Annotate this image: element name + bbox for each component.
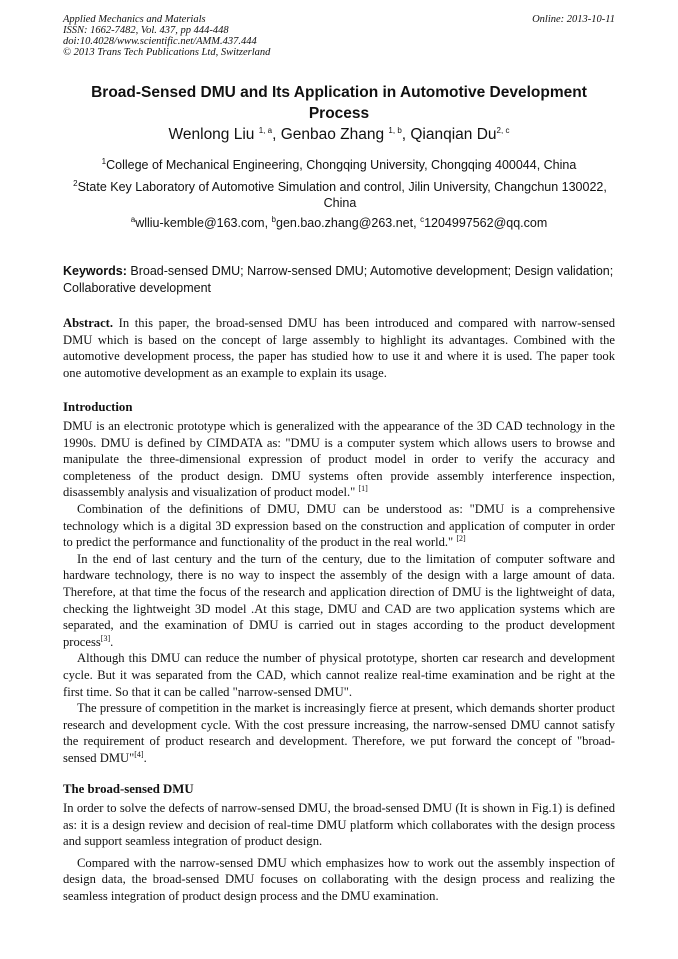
paragraph: In order to solve the defects of narrow-sensed DMU, the broad-sensed DMU (It is shown in Fig.1) is defined as: it is a design review and decision of real-time DMU platform which collaborates with the design process and support seamless integration of product design.: [63, 801, 615, 849]
paragraph-text: The pressure of competition in the market is increasingly fierce at present, which demands shorter product research and development cycle. With the cost pressure increasing, the narrow-sensed DMU cannot satisfy the requirement of product research and development. Therefore, we put forward the concept of "broad-sensed DMU": [63, 701, 615, 765]
section-heading: The broad-sensed DMU: [63, 782, 194, 796]
keywords-text: Broad-sensed DMU; Narrow-sensed DMU; Automotive development; Design validation; Collaborative development: [63, 264, 614, 295]
section-heading: Introduction: [63, 400, 133, 414]
email-sup: b: [271, 214, 276, 224]
author-sup: 1, b: [388, 125, 402, 135]
journal-name: Applied Mechanics and Materials: [63, 14, 206, 25]
aff-sup: 1: [101, 156, 107, 166]
abstract-label: Abstract.: [63, 316, 114, 330]
paragraph: [63, 700, 615, 766]
aff-text: State Key Laboratory of Automotive Simulation and control, Jilin University, Changchun 130022, China: [77, 180, 607, 210]
paragraph: [63, 501, 615, 551]
author-sup: 2, c: [496, 125, 510, 135]
paragraph: Although this DMU can reduce the number of physical prototype, shorten car research and development cycle. But it was separated from the CAD, which cannot realize real-time examination and be right at the first time. So that it can be called "narrow-sensed DMU".: [63, 651, 615, 699]
copyright: © 2013 Trans Tech Publications Ltd, Switzerland: [63, 47, 271, 58]
citation: [3]: [100, 633, 111, 643]
paper-title: Broad-Sensed DMU and Its Application in Automotive Development Process: [91, 84, 587, 122]
paragraph-text: Combination of the definitions of DMU, DMU can be understood as: "DMU is a comprehensive technology which is a digital 3D expression based on the construction and application of computer in order to predict the performance and functionality of the product in the real world.": [63, 501, 615, 550]
doi: doi:10.4028/www.scientific.net/AMM.437.444: [63, 36, 257, 47]
paragraph-text: .: [143, 750, 147, 765]
authors: [63, 126, 615, 144]
paragraph-text: DMU is an electronic prototype which is generalized with the appearance of the 3D CAD technology in the 1990s. DMU is defined by CIMDATA as: "DMU is a computer system which allows users to browse and manipulate the three-dimensional expression of product model in order to verify the accuracy and completeness of the product design. DMU systems often provide assembly interference inspection, disassembly analysis and visualization of product model.": [63, 419, 615, 500]
paragraph: [63, 418, 615, 501]
aff-text: College of Mechanical Engineering, Chongqing University, Chongqing 400044, China: [106, 158, 577, 172]
author-name: , Qianqian Du: [401, 126, 497, 143]
paragraph-text: .: [110, 634, 114, 649]
abstract: [63, 315, 615, 381]
keywords-label: Keywords:: [63, 264, 127, 278]
aff-sup: 2: [73, 178, 78, 188]
issn: ISSN: 1662-7482, Vol. 437, pp 444-448: [63, 25, 229, 36]
paragraph: [63, 551, 615, 651]
online-date: Online: 2013-10-11: [532, 14, 615, 25]
abstract-text: In this paper, the broad-sensed DMU has been introduced and compared with narrow-sensed DMU which is based on the concept of large assembly to highlight its advantages. Combined with the automotive development process, the paper has studied how to use it and where it is used. The paper took one automotive development as an example to explain its usage.: [63, 316, 615, 380]
email-sup: a: [130, 214, 136, 224]
author-name: , Genbao Zhang: [272, 126, 389, 143]
citation: [2]: [456, 533, 466, 543]
paragraph-text: In the end of last century and the turn of the century, due to the limitation of computer software and hardware technology, there is no way to inspect the assembly of the design with a large amount of data. Therefore, at that time the focus of the research and application direction of DMU is the lightweight of data, checking the lightweight 3D model .At this stage, DMU and CAD are two application systems which are separated, and the examination of DMU is carried out in stages according to the product development process: [63, 551, 615, 649]
keywords: [63, 263, 615, 296]
citation: [1]: [358, 484, 368, 494]
email: 1204997562@qq.com: [424, 216, 548, 230]
affiliation-1: [63, 157, 615, 173]
email: gen.bao.zhang@263.net,: [276, 216, 421, 230]
author-sup: 1, a: [258, 125, 273, 135]
broad-sensed-section: [63, 782, 615, 905]
paragraph: Compared with the narrow-sensed DMU which emphasizes how to work out the assembly inspection of design data, the broad-sensed DMU focuses on collaborating with the design process and realizing the seamless integration of product design process and the DMU examination.: [63, 855, 615, 903]
introduction-section: [63, 400, 615, 766]
author-name: Wenlong Liu: [168, 126, 259, 143]
emails: [63, 215, 615, 231]
email: wlliu-kemble@163.com,: [135, 216, 272, 230]
email-sup: c: [420, 214, 425, 224]
citation: [4]: [134, 749, 144, 759]
affiliation-2: [60, 179, 620, 211]
